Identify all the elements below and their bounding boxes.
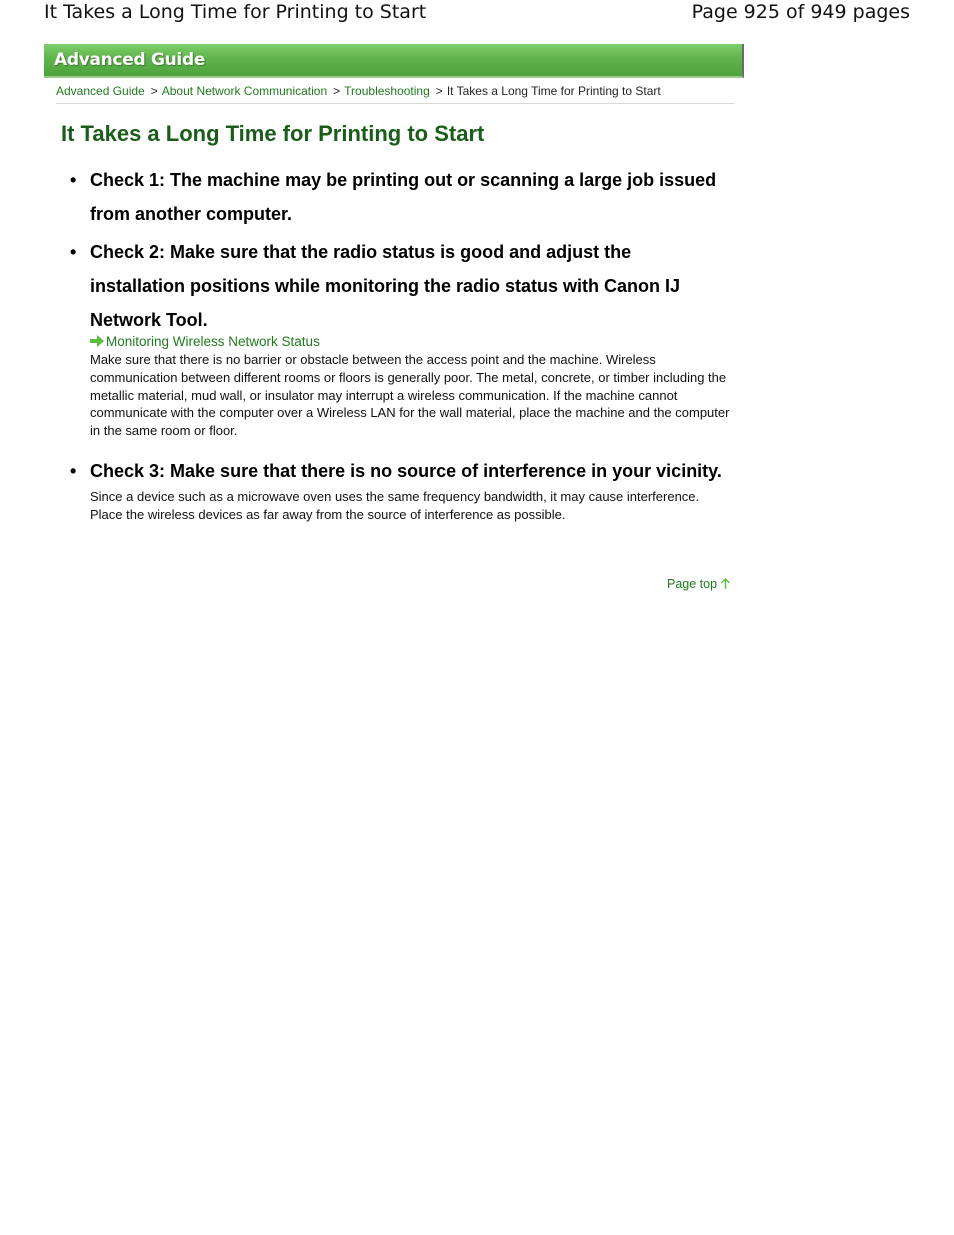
check-heading-3: Check 3: Make sure that there is no source of interference in your vicinity. xyxy=(90,460,722,481)
check-heading-1: Check 1: The machine may be printing out or scanning a large job issued from another computer. xyxy=(90,170,717,224)
page-counter: Page 925 of 949 pages xyxy=(691,1,910,23)
check-item-3 xyxy=(70,454,730,524)
page-title: It Takes a Long Time for Printing to Start xyxy=(61,121,485,146)
breadcrumb-current: It Takes a Long Time for Printing to Start xyxy=(446,84,661,98)
breadcrumb-separator: > xyxy=(435,84,443,98)
document-header-title: It Takes a Long Time for Printing to Start xyxy=(44,1,427,23)
bullet-icon: • xyxy=(70,170,77,190)
check-body-3: Since a device such as a microwave oven uses the same frequency bandwidth, it may cause interference. Place the wireless devices as far away from the source of interference as possible. xyxy=(90,488,700,522)
breadcrumb-link-network-communication[interactable]: About Network Communication xyxy=(161,84,328,98)
page-top-link[interactable]: Page top xyxy=(667,577,718,591)
arrow-right-icon xyxy=(90,335,104,347)
check-item-1 xyxy=(70,163,730,231)
advanced-guide-banner xyxy=(44,44,744,78)
bullet-icon: • xyxy=(70,242,77,262)
check-body-2: Make sure that there is no barrier or obstacle between the access point and the machine. Wireless communication between different rooms or floors is generally poor. The metal, concrete, or timber including the metallic material, mud wall, or insulator may interrupt a wireless communication. If the machine cannot communicate with the computer over a Wireless LAN for the wall material, place the machine and the computer in the same room or floor. xyxy=(90,352,730,439)
banner-label: Advanced Guide xyxy=(54,50,206,70)
breadcrumb-separator: > xyxy=(150,84,158,98)
related-link-row xyxy=(90,333,730,351)
page-top-link-container xyxy=(667,577,731,591)
bullet-icon: • xyxy=(70,460,77,481)
check-item-2 xyxy=(70,235,730,440)
breadcrumb xyxy=(56,83,734,104)
monitoring-wireless-link[interactable]: Monitoring Wireless Network Status xyxy=(106,334,320,349)
arrow-up-icon[interactable] xyxy=(720,578,731,590)
breadcrumb-link-troubleshooting[interactable]: Troubleshooting xyxy=(344,84,430,98)
breadcrumb-link-advanced-guide[interactable]: Advanced Guide xyxy=(56,84,145,98)
breadcrumb-separator: > xyxy=(333,84,341,98)
check-heading-2: Check 2: Make sure that the radio status is good and adjust the installation positions while monitoring the radio status with Canon IJ Network Tool. xyxy=(90,242,681,330)
main-content xyxy=(70,163,730,524)
